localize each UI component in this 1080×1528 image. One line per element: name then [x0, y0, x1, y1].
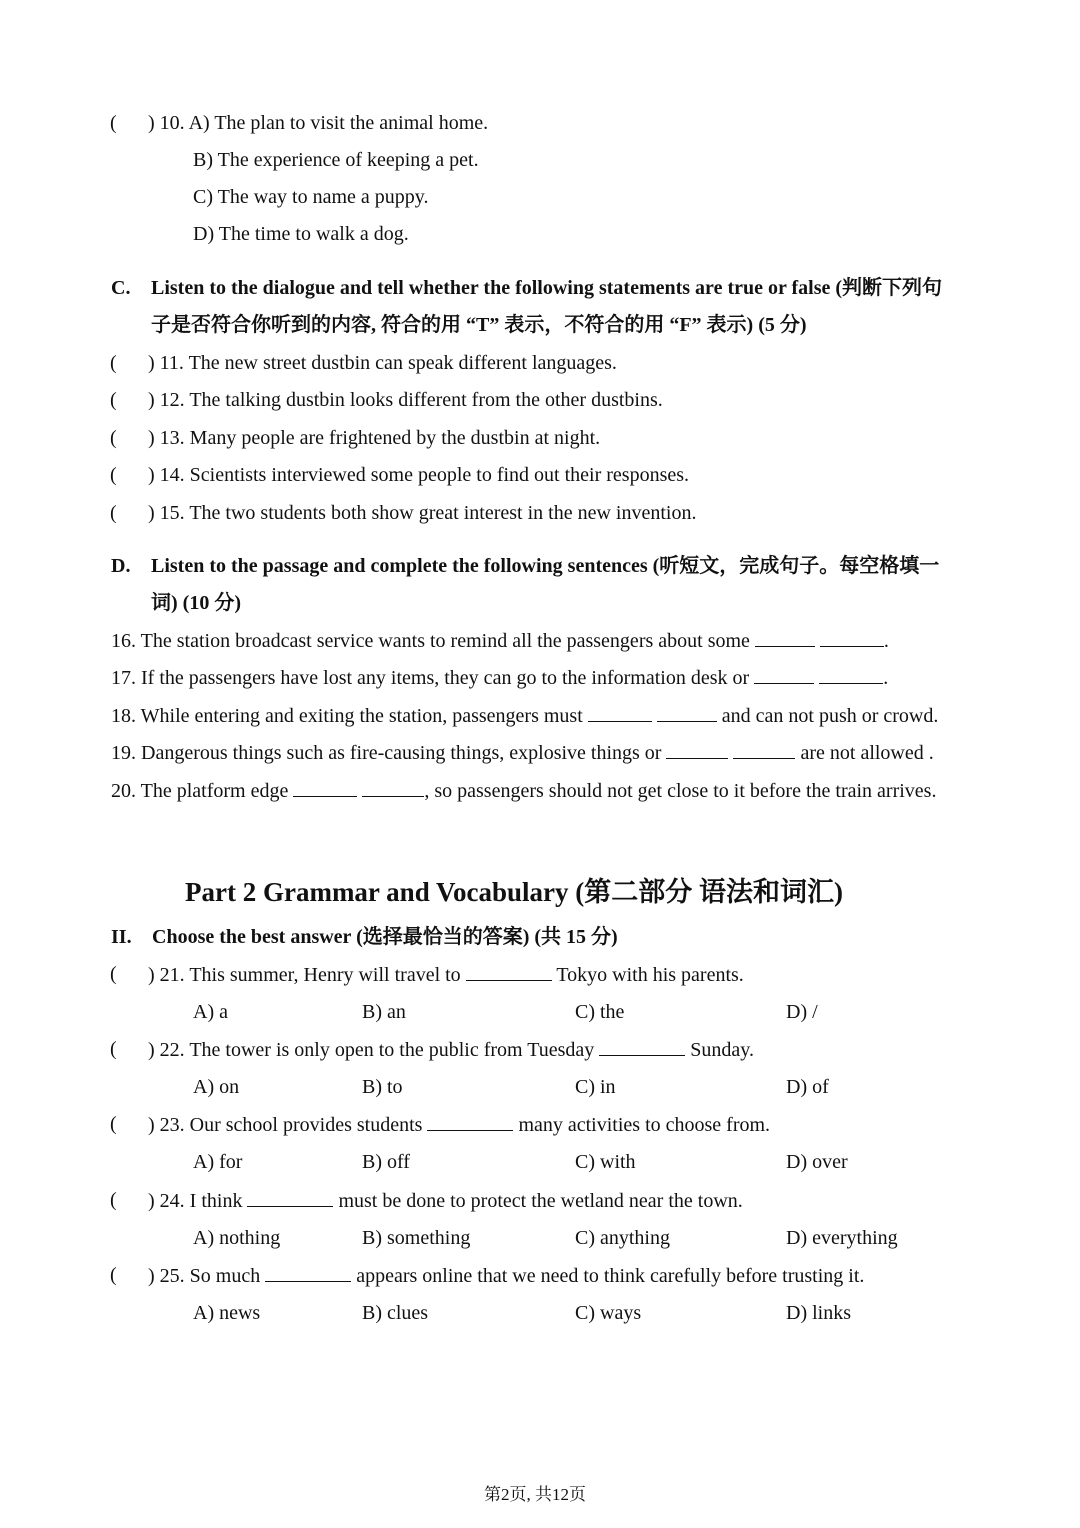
q15: ) 15. The two students both show great interest in the new invention. — [148, 502, 697, 524]
q22-option-a[interactable]: A) on — [193, 1076, 240, 1098]
page-number: 第2页, 共12页 — [484, 1485, 586, 1504]
q17: 17. If the passengers have lost any items, they can go to the information desk or . — [111, 667, 889, 689]
q24-option-b[interactable]: B) something — [362, 1227, 471, 1249]
fill-blank[interactable] — [819, 665, 883, 684]
fill-blank[interactable] — [247, 1188, 333, 1207]
q23-option-a[interactable]: A) for — [193, 1151, 243, 1173]
answer-paren: ( — [110, 1038, 117, 1060]
fill-blank[interactable] — [293, 778, 357, 797]
section-d-label: D. — [111, 555, 131, 577]
answer-paren: ( — [110, 963, 117, 985]
q10-option-a: A) The plan to visit the animal home. — [188, 112, 489, 134]
q25-stem: ) 25. So much appears online that we need to think carefully before trusting it. — [148, 1265, 865, 1287]
fill-blank[interactable] — [466, 962, 552, 981]
q22-stem: ) 22. The tower is only open to the public from Tuesday Sunday. — [148, 1039, 754, 1061]
q21-option-d[interactable]: D) / — [786, 1001, 818, 1023]
q24-stem: ) 24. I think must be done to protect the wetland near the town. — [148, 1190, 743, 1212]
q10-stem: ) 10. A) The plan to visit the animal home. — [148, 112, 489, 134]
q22-option-b[interactable]: B) to — [362, 1076, 403, 1098]
fill-blank[interactable] — [427, 1112, 513, 1131]
q22-option-c[interactable]: C) in — [575, 1076, 616, 1098]
fill-blank[interactable] — [754, 665, 814, 684]
q10-option-c: C) The way to name a puppy. — [193, 186, 429, 208]
q25-option-c[interactable]: C) ways — [575, 1302, 642, 1324]
fill-blank[interactable] — [265, 1263, 351, 1282]
q21-option-a[interactable]: A) a — [193, 1001, 228, 1023]
q21-option-c[interactable]: C) the — [575, 1001, 625, 1023]
q24-option-a[interactable]: A) nothing — [193, 1227, 281, 1249]
answer-paren: ( — [110, 464, 117, 486]
fill-blank[interactable] — [599, 1037, 685, 1056]
fill-blank[interactable] — [588, 703, 652, 722]
q25-option-d[interactable]: D) links — [786, 1302, 851, 1324]
q19: 19. Dangerous things such as fire-causing things, explosive things or are not allowed . — [111, 742, 934, 764]
section-ii-title: Choose the best answer (选择最恰当的答案) (共 15 分) — [152, 926, 618, 948]
fill-blank[interactable] — [820, 628, 884, 647]
q25-option-a[interactable]: A) news — [193, 1302, 261, 1324]
q22-option-d[interactable]: D) of — [786, 1076, 829, 1098]
q24-option-d[interactable]: D) everything — [786, 1227, 898, 1249]
q20: 20. The platform edge , so passengers should not get close to it before the train arrives. — [111, 780, 937, 802]
q23-option-d[interactable]: D) over — [786, 1151, 848, 1173]
q10-option-b: B) The experience of keeping a pet. — [193, 149, 479, 171]
section-c-title: Listen to the dialogue and tell whether the following statements are true or false (判断下列句 — [151, 277, 943, 299]
answer-paren: ( — [110, 502, 117, 524]
q21-stem: ) 21. This summer, Henry will travel to Tokyo with his parents. — [148, 964, 744, 986]
q23-option-b[interactable]: B) off — [362, 1151, 410, 1173]
q14: ) 14. Scientists interviewed some people to find out their responses. — [148, 464, 690, 486]
section-c-label: C. — [111, 277, 131, 299]
answer-paren: ( — [110, 427, 117, 449]
q13: ) 13. Many people are frightened by the dustbin at night. — [148, 427, 601, 449]
section-c-title-cont: 子是否符合你听到的内容, 符合的用 “T” 表示，不符合的用 “F” 表示) (5 分) — [151, 314, 807, 336]
q21-option-b[interactable]: B) an — [362, 1001, 406, 1023]
q16: 16. The station broadcast service wants to remind all the passengers about some . — [111, 630, 889, 652]
q23-option-c[interactable]: C) with — [575, 1151, 636, 1173]
part2-title: Part 2 Grammar and Vocabulary (第二部分 语法和词汇) — [185, 877, 843, 907]
q24-option-c[interactable]: C) anything — [575, 1227, 670, 1249]
q11: ) 11. The new street dustbin can speak different languages. — [148, 352, 617, 374]
q25-option-b[interactable]: B) clues — [362, 1302, 429, 1324]
fill-blank[interactable] — [666, 740, 728, 759]
section-ii-label: II. — [111, 926, 132, 948]
fill-blank[interactable] — [755, 628, 815, 647]
q10-option-d: D) The time to walk a dog. — [193, 223, 409, 245]
q12: ) 12. The talking dustbin looks different from the other dustbins. — [148, 389, 663, 411]
answer-paren: ( — [110, 389, 117, 411]
section-d-title: Listen to the passage and complete the following sentences (听短文，完成句子。每空格填一 — [151, 555, 940, 577]
answer-paren: ( — [110, 1113, 117, 1135]
answer-paren: ( — [110, 1189, 117, 1211]
section-d-title-cont: 词) (10 分) — [151, 592, 241, 614]
answer-paren: ( — [110, 1264, 117, 1286]
answer-paren: ( — [110, 352, 117, 374]
q18: 18. While entering and exiting the station, passengers must and can not push or crowd. — [111, 705, 939, 727]
fill-blank[interactable] — [733, 740, 795, 759]
fill-blank[interactable] — [362, 778, 424, 797]
q23-stem: ) 23. Our school provides students many activities to choose from. — [148, 1114, 771, 1136]
answer-paren: ( — [110, 112, 117, 134]
fill-blank[interactable] — [657, 703, 717, 722]
